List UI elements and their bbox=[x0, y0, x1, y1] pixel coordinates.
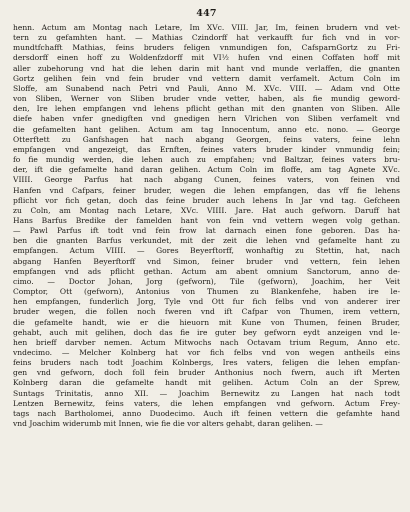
text-line: vndecimo. — Melcher Kolnberg hat vor fich felbs vnd von wegen antheils eins bbox=[13, 348, 400, 357]
text-line: hen empfangen, funderlich Jorg, Tyle vnd Ott fur fich felbs vnd von anderer irer bbox=[13, 297, 400, 307]
text-line: fo fie mundig werden, die lehen auch zu empfahen; vnd Baltzar, feines vaters bru- bbox=[13, 155, 400, 165]
text-line: dersdorff einen hoff zu Woldenfzdorff mit VI½ hufen vnd einen Coffaten hoff mit bbox=[13, 53, 400, 63]
text-line: ben die gnanten Barfus verkundet, mit der zeit die lehen vnd gefamelte hant zu bbox=[13, 236, 400, 246]
text-line: empfangen vnd angezeigt, das Ernften, feines vaters bruder kinder vnmundig fein; bbox=[13, 144, 400, 154]
text-line: Lentzen Bernewitz, feins vaters, die lehen empfangen vnd gefworn. Actum Frey- bbox=[13, 398, 400, 408]
text-line: empfangen vnd ads pflicht gethan. Actum am abent omnium Sanctorum, anno de- bbox=[13, 266, 400, 276]
text-line: Sloffe, am Sunabend nach Petri vnd Pauli, Anno M. XVc. VIII. — Adam vnd Otte bbox=[13, 83, 400, 93]
text-line: VIIII. George Parfus hat nach abgang Cunen, feines vaters, von feinen vnd bbox=[13, 175, 400, 185]
text-line: tern zu gefamhten hant. — Mathias Czindorff hat verkaufft fur fich vnd in vor- bbox=[13, 33, 400, 43]
text-line: empfangen. Actum VIIII. — Gores Beyerftorff, wonhaftig zu Stettin, hat, nach bbox=[13, 246, 400, 256]
text-line: die gefamelte handt, wie er die hieuorn mit Kune von Thumen, feinen Bruder, bbox=[13, 317, 400, 327]
text-line: tags nach Bartholomei, anno Duodecimo. Auch ift feinen vettern die gefamhte hand bbox=[13, 408, 400, 418]
text-line: diefe haben vnfer gnedigften vnd gnedigen hern Vlrichen von Sliben verfamelt vnd bbox=[13, 114, 400, 124]
text-line: vnd Joachim widerumb mit Innen, wie fie die vor alters gehabt, daran gelihen. — bbox=[13, 419, 323, 429]
text-line: Comptor, Ott (gefworn), Antonius von Thumen zu Blankenfehe, haben ire le- bbox=[13, 287, 400, 297]
text-line: Hanfen vnd Cafpars, feiner bruder, wegen die lehen empfangen, das vff fie lehens bbox=[13, 185, 400, 195]
text-line: — Pawl Parfus ift todt vnd fein frow lat darnach einen fone geboren. Das ha- bbox=[13, 226, 400, 236]
text-line: gehabt, auch mit gelihen, doch das fie ire guter bey gefworn eydt anzeigen vnd le- bbox=[13, 327, 400, 337]
text-line: Hans Barfus Bredike der famelden hant von fein vnd vettern wegen volg gethan. bbox=[13, 215, 400, 225]
text-line: abgang Hanfen Beyerftorff vnd Simon, feiner bruder vnd vettern, fein lehen bbox=[13, 256, 400, 266]
text-line: Otterftett zu Ganfshagen hat nach abgang Georgen, feins vaters, feine lehn bbox=[13, 134, 400, 144]
text-line: feins bruders nach todt Joachim Kolnbergs, Ires vaters, feligen die lehen empfan- bbox=[13, 358, 400, 368]
text-line: Suntags Trinitatis, anno XII. — Joachim Bernewitz zu Langen hat nach todt bbox=[13, 388, 400, 398]
text-line: hen brieff darvber nemen. Actum Mitwochs nach Octavam trium Regum, Anno etc. bbox=[13, 337, 400, 347]
text-line: der, ift die gefamelte hand daran gelihen. Actum Coln im floffe, am tag Agnete XVc. bbox=[13, 165, 400, 175]
text-line: aller zubehorung vnd hat die lehen darin mit hant vnd munde verlaffen, die gnanten bbox=[13, 63, 400, 73]
text-line: mundtfchafft Mathias, feins bruders feligen vnmundigen fon, CafsparnGortz zu Fri- bbox=[13, 43, 400, 53]
text-line: die gefamelten hant gelihen. Actum am tag Innocentum, anno etc. nono. — George bbox=[13, 124, 400, 134]
text-line: bruder wegen, die follen noch fweren vnd ift Cafpar von Thumen, irem vettern, bbox=[13, 307, 400, 317]
page-number: 447 bbox=[196, 8, 217, 19]
text-line: von Sliben, Werner von Sliben bruder vnde vetter, haben, als fie mundig geword- bbox=[13, 94, 400, 104]
text-line: pflicht vor fich getan, doch das feine bruder auch lehens In Jar vnd tag. Gefcheen bbox=[13, 195, 400, 205]
text-line: zu Coln, am Montag nach Letare, XVc. VIIII. Jare. Hat auch gefworn. Daruff hat bbox=[13, 205, 400, 215]
text-line: den, Ire lehen empfangen vnd lehens pflicht gethan mit den gnanten von Sliben. Alle bbox=[13, 104, 400, 114]
text-line: henn. Actum am Montag nach Letare, Im XVc. VIII. Jar, Im, feinen brudern vnd vet- bbox=[13, 23, 400, 32]
text-line: Gortz gelihen fein vnd fein bruder vnd vettern damit verfamelt. Actum Coln im bbox=[13, 73, 400, 83]
text-line: cimo. — Doctor Johan, Jorg (gefworn), Tile (gefworn), Joachim, her Veit bbox=[13, 276, 400, 286]
page-body-text bbox=[13, 23, 400, 429]
text-line: gen vnd gefworn, doch foll fein bruder Anthonius noch fwern, auch ift Merten bbox=[13, 368, 400, 378]
text-line: Kolnberg daran die gefamelte handt mit gelihen. Actum Coln an der Sprew, bbox=[13, 378, 400, 388]
